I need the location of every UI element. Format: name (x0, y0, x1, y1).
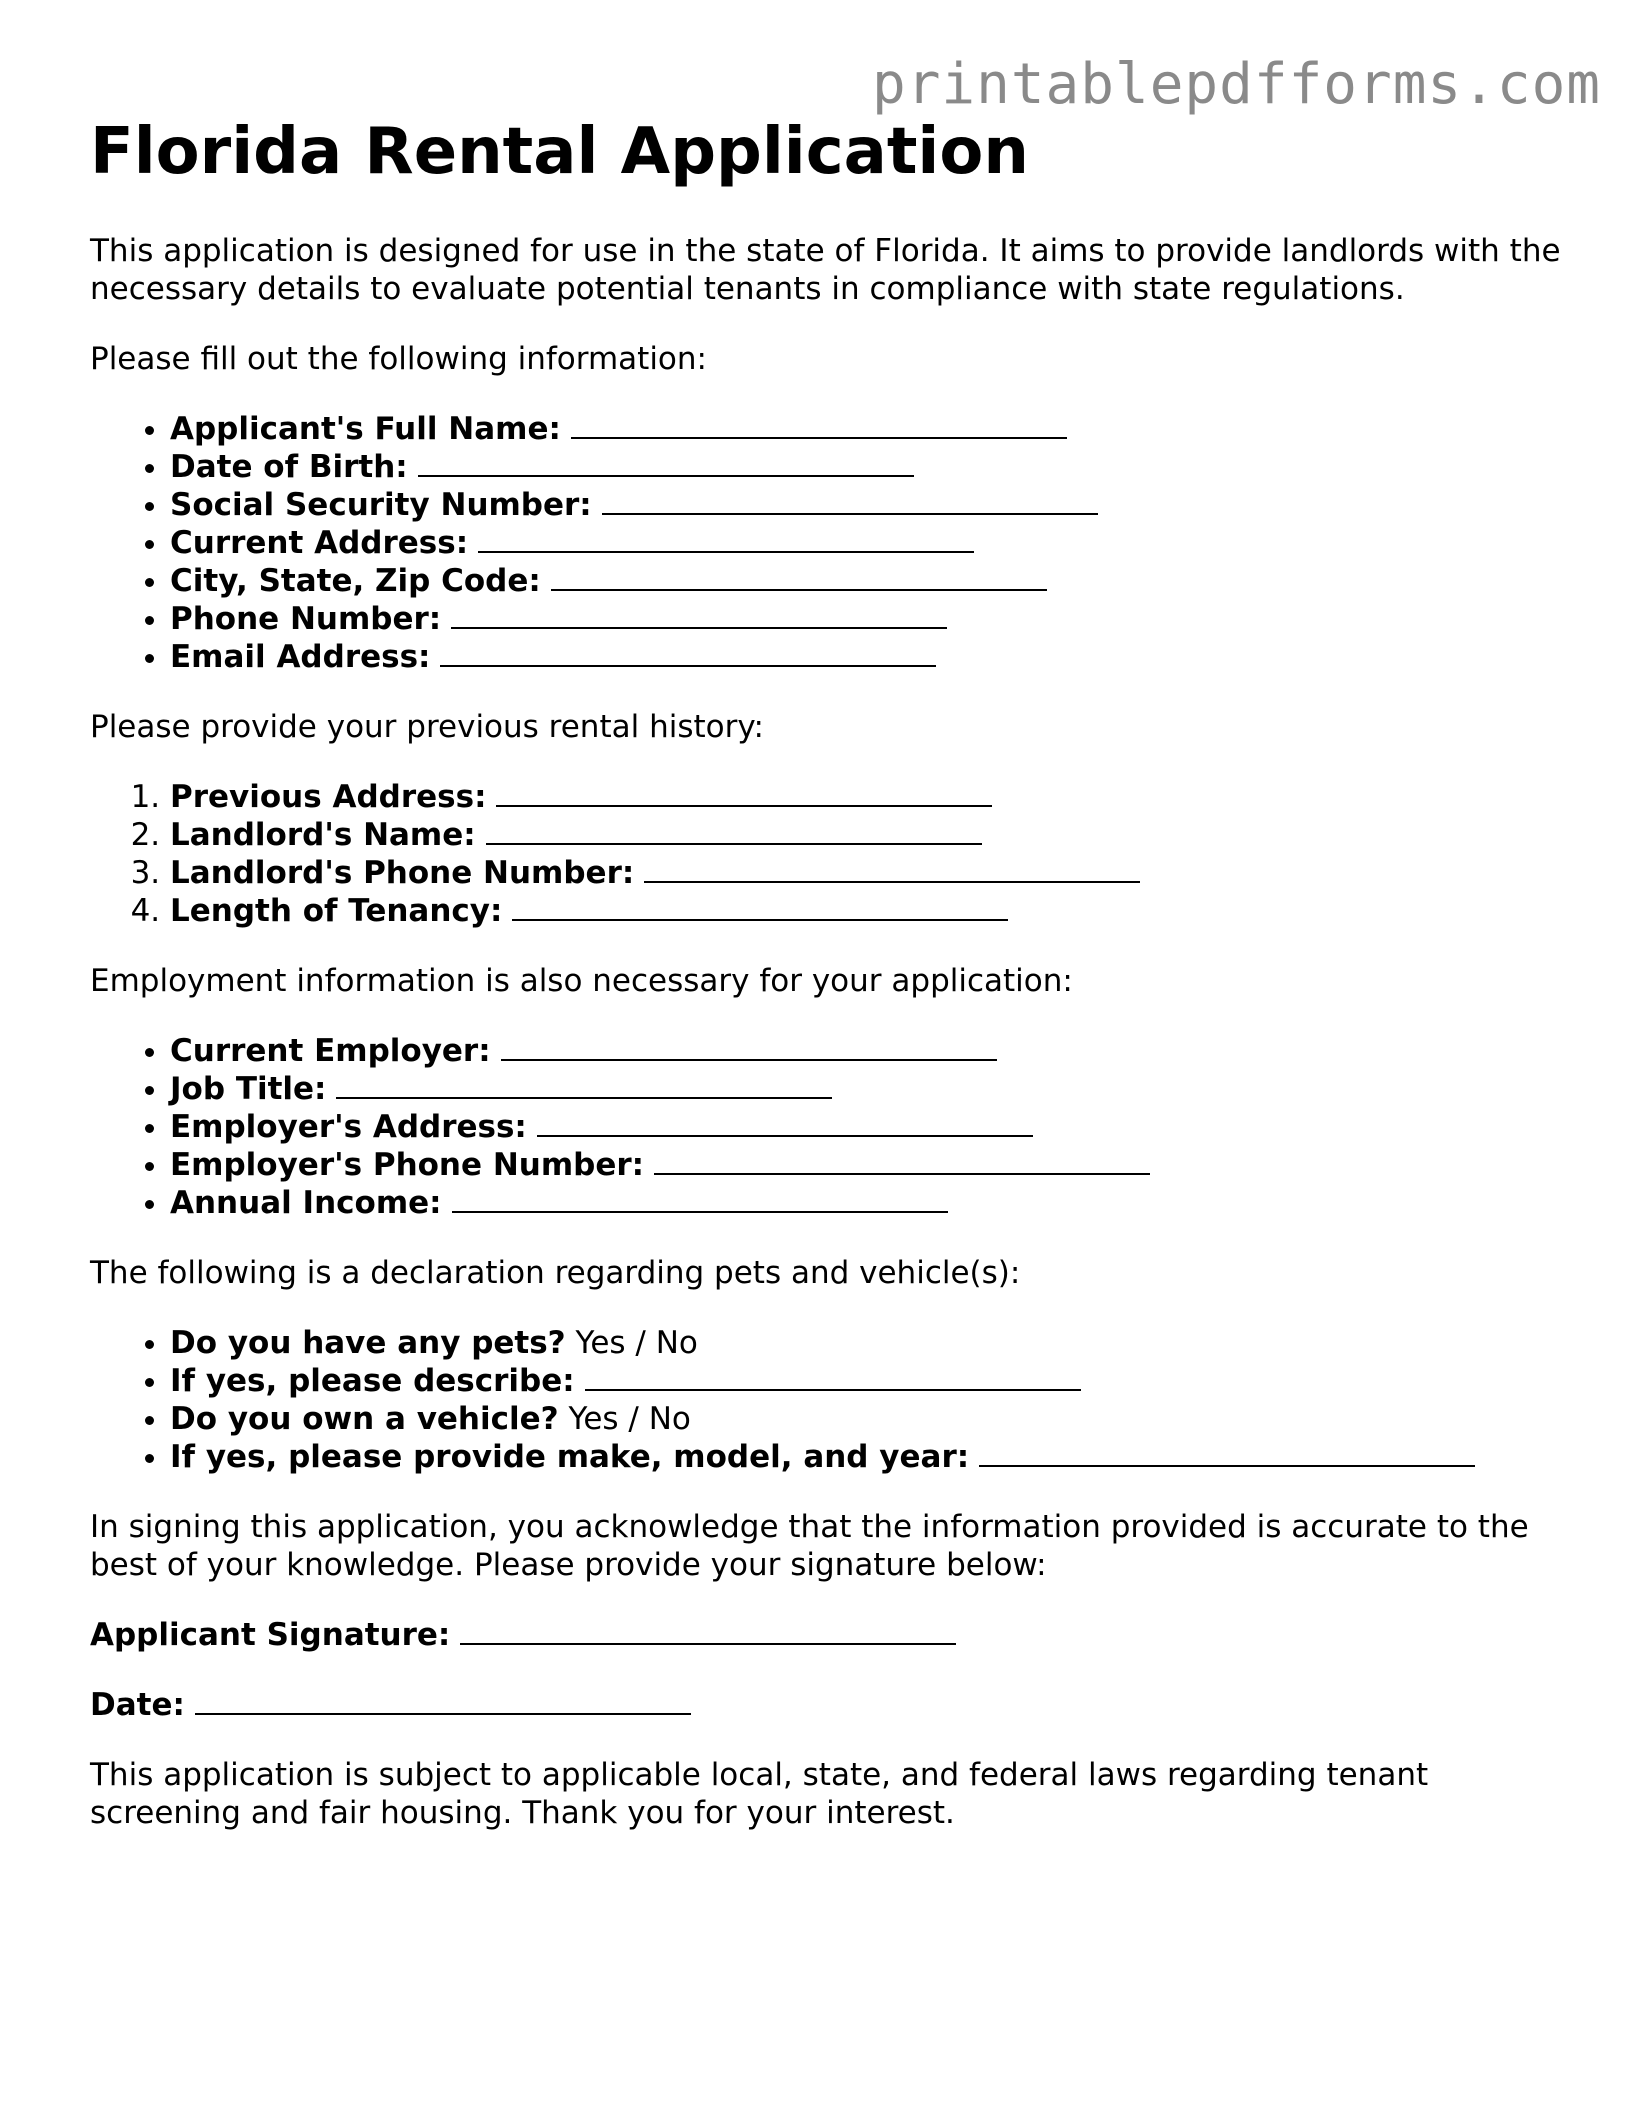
list-item (170, 1324, 1580, 1362)
city-state-zip-blank[interactable] (551, 563, 1047, 591)
list-item (170, 1070, 1580, 1108)
full-name-blank[interactable] (571, 411, 1067, 439)
list-item (170, 816, 1580, 854)
pets-describe-label: If yes, please describe: (170, 1363, 575, 1399)
list-item (170, 448, 1580, 486)
date-row (90, 1686, 1580, 1724)
employment-heading: Employment information is also necessary for your application: (90, 963, 1073, 999)
landlord-name-blank[interactable] (486, 817, 982, 845)
employer-phone-blank[interactable] (654, 1147, 1150, 1175)
field-label-tenancy-length: Length of Tenancy: (170, 893, 503, 929)
declaration-list (90, 1324, 1580, 1476)
phone-blank[interactable] (451, 601, 947, 629)
field-label-dob: Date of Birth: (170, 449, 408, 485)
field-label-email: Email Address: (170, 639, 431, 675)
list-item (170, 854, 1580, 892)
vehicle-details-blank[interactable] (979, 1439, 1475, 1467)
landlord-phone-blank[interactable] (644, 855, 1140, 883)
annual-income-blank[interactable] (452, 1185, 948, 1213)
vehicle-question: Do you own a vehicle? (170, 1401, 559, 1437)
list-item (170, 1400, 1580, 1438)
field-label-phone: Phone Number: (170, 601, 442, 637)
field-label-annual-income: Annual Income: (170, 1185, 442, 1221)
watermark: printablepdfforms.com (871, 52, 1601, 117)
closing-paragraph: This application is subject to applicable local, state, and federal laws regarding tenant screening and fair housing. Thank you for your interest. (90, 1757, 1429, 1831)
field-label-landlord-name: Landlord's Name: (170, 817, 476, 853)
date-blank[interactable] (195, 1687, 691, 1715)
list-item (170, 892, 1580, 930)
pets-describe-blank[interactable] (585, 1363, 1081, 1391)
field-label-previous-address: Previous Address: (170, 779, 487, 815)
list-item (170, 486, 1580, 524)
date-label: Date: (90, 1687, 185, 1723)
field-label-landlord-phone: Landlord's Phone Number: (170, 855, 635, 891)
previous-address-blank[interactable] (496, 779, 992, 807)
field-label-full-name: Applicant's Full Name: (170, 411, 561, 447)
signature-blank[interactable] (460, 1617, 956, 1645)
rental-history-heading: Please provide your previous rental history: (90, 709, 764, 745)
list-item (170, 600, 1580, 638)
current-employer-blank[interactable] (501, 1033, 997, 1061)
current-address-blank[interactable] (478, 525, 974, 553)
tenancy-length-blank[interactable] (512, 893, 1008, 921)
list-item (170, 1146, 1580, 1184)
pets-question: Do you have any pets? (170, 1325, 566, 1361)
declaration-heading: The following is a declaration regarding pets and vehicle(s): (90, 1255, 1021, 1291)
signature-row (90, 1616, 1580, 1654)
field-label-ssn: Social Security Number: (170, 487, 592, 523)
ssn-blank[interactable] (602, 487, 1098, 515)
personal-info-list (90, 410, 1580, 676)
list-item (170, 1108, 1580, 1146)
field-label-city-state-zip: City, State, Zip Code: (170, 563, 541, 599)
list-item (170, 410, 1580, 448)
page-title: Florida Rental Application (90, 115, 1029, 189)
employment-list (90, 1032, 1580, 1222)
list-item (170, 1184, 1580, 1222)
vehicle-yes-no[interactable]: Yes / No (568, 1401, 691, 1437)
list-item (170, 1362, 1580, 1400)
personal-info-heading: Please fill out the following information: (90, 341, 707, 377)
field-label-employer-address: Employer's Address: (170, 1109, 527, 1145)
list-item (170, 562, 1580, 600)
list-item (170, 524, 1580, 562)
dob-blank[interactable] (418, 449, 914, 477)
acknowledgement-paragraph: In signing this application, you acknowledge that the information provided is accurate to the best of your knowledge. Please provide your signature below: (90, 1509, 1529, 1583)
vehicle-details-label: If yes, please provide make, model, and year: (170, 1439, 970, 1475)
employer-address-blank[interactable] (537, 1109, 1033, 1137)
email-blank[interactable] (440, 639, 936, 667)
job-title-blank[interactable] (336, 1071, 832, 1099)
field-label-job-title: Job Title: (170, 1071, 327, 1107)
field-label-current-employer: Current Employer: (170, 1033, 491, 1069)
document-body (90, 112, 1580, 1832)
pets-yes-no[interactable]: Yes / No (575, 1325, 698, 1361)
list-item (170, 1032, 1580, 1070)
list-item (170, 1438, 1580, 1476)
field-label-employer-phone: Employer's Phone Number: (170, 1147, 645, 1183)
field-label-current-address: Current Address: (170, 525, 469, 561)
list-item (170, 638, 1580, 676)
signature-label: Applicant Signature: (90, 1617, 451, 1653)
intro-paragraph: This application is designed for use in the state of Florida. It aims to provide landlords with the necessary details to evaluate potential tenants in compliance with state regulations. (90, 233, 1561, 307)
list-item (170, 778, 1580, 816)
rental-history-list (90, 778, 1580, 930)
